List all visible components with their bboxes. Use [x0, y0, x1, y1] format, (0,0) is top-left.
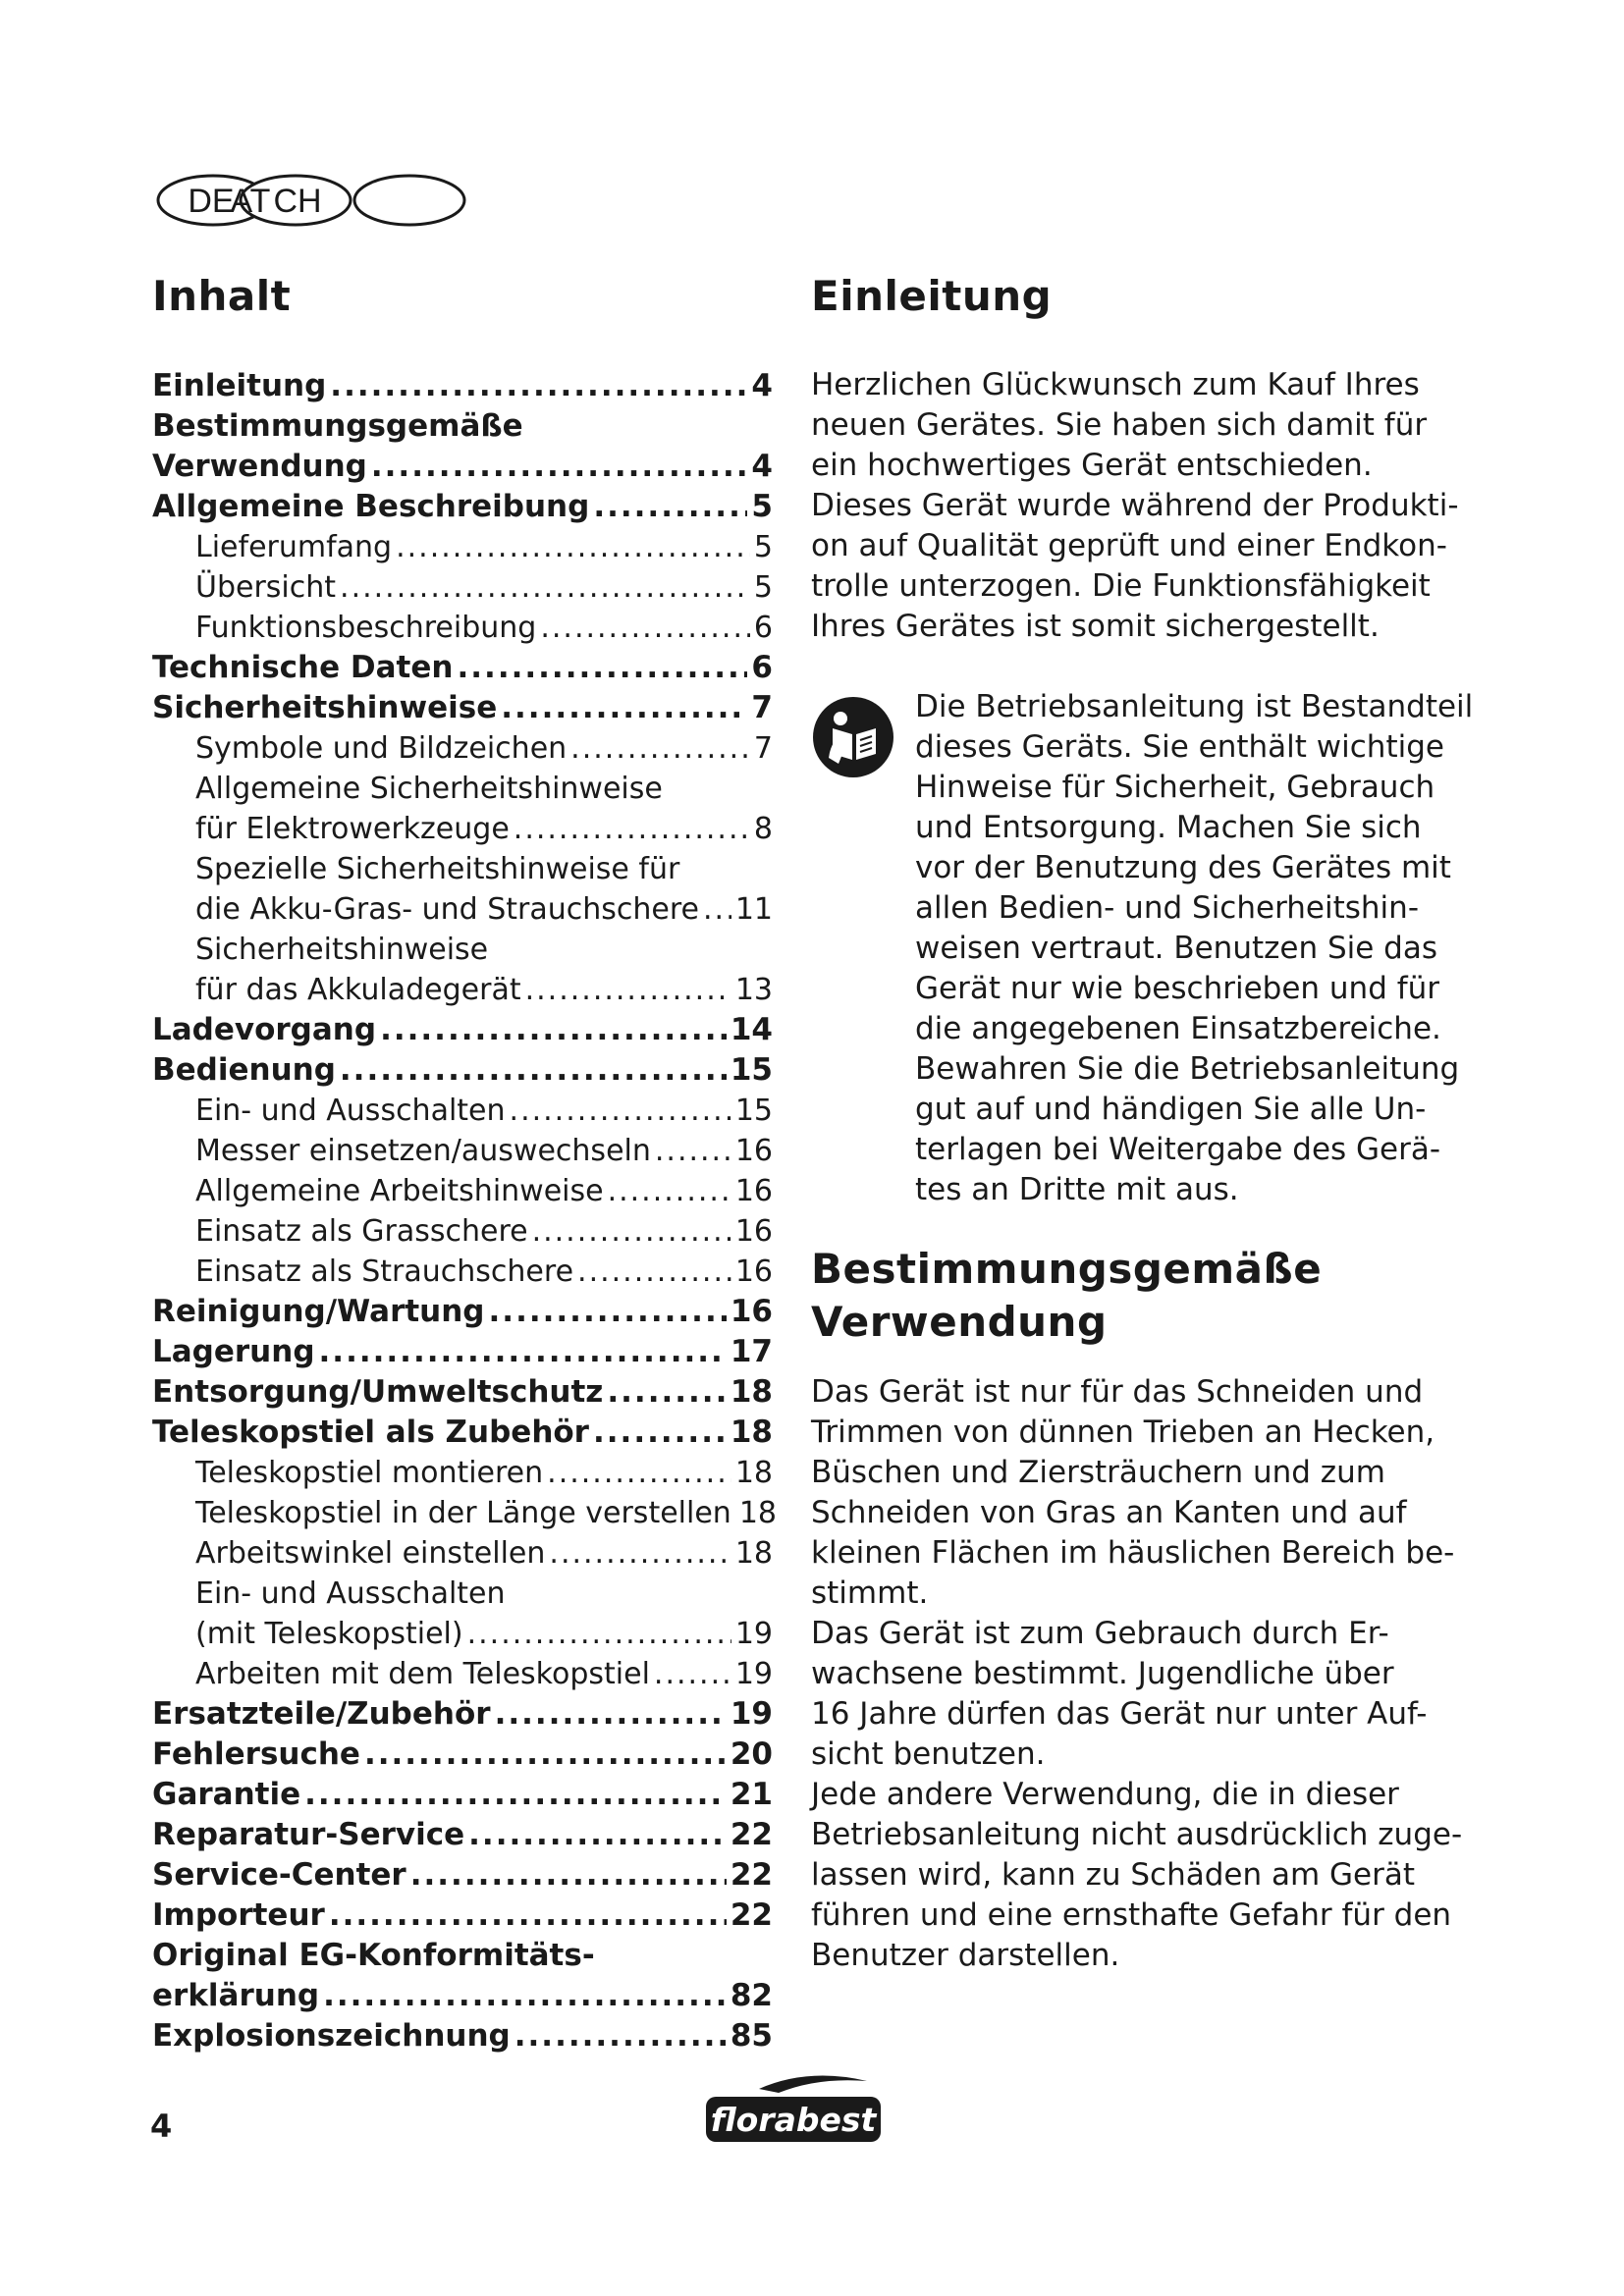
toc-entry-label: Symbole und Bildzeichen: [195, 731, 568, 766]
toc-entry: [152, 366, 773, 406]
intro-line: Ihres Gerätes ist somit sichergestellt.: [811, 609, 1380, 644]
toc-leader-dots: [340, 1050, 727, 1091]
toc-entry: [152, 728, 773, 769]
toc-entry: [152, 1533, 773, 1574]
toc-entry: [152, 930, 773, 970]
toc-leader-dots: [654, 1654, 731, 1694]
florabest-logo: [700, 2071, 887, 2148]
toc-leader-dots: [570, 728, 750, 769]
toc-entry: [152, 1332, 773, 1372]
manual-notice-line: weisen vertraut. Benutzen Sie das: [915, 931, 1438, 966]
toc-leader-dots: [319, 1332, 727, 1372]
toc-leader-dots: [340, 567, 750, 608]
manual-notice-line: gut auf und händigen Sie alle Un-: [915, 1092, 1427, 1127]
verwendung-line: Trimmen von dünnen Trieben an Hecken,: [811, 1415, 1435, 1450]
toc-entry-label: Ladevorgang: [152, 1012, 377, 1047]
verwendung-text: [811, 1372, 1462, 1976]
toc-entry: [152, 1252, 773, 1292]
toc-leader-dots: [323, 1976, 727, 2016]
toc-leader-dots: [371, 447, 748, 487]
toc-entry-page: 4: [751, 368, 773, 403]
toc-entry: [152, 1574, 773, 1614]
toc-entry-page: 22: [730, 1857, 773, 1893]
verwendung-line: Betriebsanleitung nicht ausdrücklich zuge-: [811, 1817, 1463, 1852]
toc-entry-label: Ein- und Ausschalten: [195, 1094, 506, 1128]
toc-entry: [152, 688, 773, 728]
intro-line: ein hochwertiges Gerät entschieden.: [811, 448, 1373, 483]
toc-entry: [152, 1211, 773, 1252]
toc-entry: [152, 487, 773, 527]
toc-entry-label: Teleskopstiel montieren: [195, 1456, 544, 1490]
toc-entry-page: 18: [734, 1536, 773, 1571]
toc-entry-page: 7: [751, 690, 773, 725]
toc-entry: [152, 1654, 773, 1694]
verwendung-title: [811, 1243, 1322, 1349]
toc-leader-dots: [547, 1453, 731, 1493]
toc-entry: [152, 527, 773, 567]
toc-entry-label: Einleitung: [152, 368, 327, 403]
manual-notice: [915, 687, 1473, 1210]
toc-entry: [152, 1936, 773, 1976]
toc-entry-page: 11: [734, 892, 773, 927]
verwendung-line: wachsene bestimmt. Jugendliche über: [811, 1656, 1394, 1691]
toc-entry-page: 14: [730, 1012, 773, 1047]
toc-entry-label: für das Akkuladegerät: [195, 973, 521, 1007]
toc-entry-label: Reparatur-Service: [152, 1817, 465, 1852]
toc-entry-label: die Akku-Gras- und Strauchschere: [195, 892, 699, 927]
toc-entry-label: Explosionszeichnung: [152, 2018, 511, 2054]
toc-entry: [152, 447, 773, 487]
read-manual-icon: [811, 695, 895, 779]
intro-line: neuen Gerätes. Sie haben sich damit für: [811, 407, 1428, 443]
toc-entry-label: Garantie: [152, 1777, 301, 1812]
verwendung-line: stimmt.: [811, 1575, 929, 1611]
manual-notice-line: terlagen bei Weitergabe des Gerä-: [915, 1132, 1441, 1167]
manual-notice-line: und Entsorgung. Machen Sie sich: [915, 810, 1422, 845]
badge-at: AT: [230, 183, 271, 220]
toc-entry-label: Entsorgung/Umweltschutz: [152, 1374, 604, 1410]
toc-entry: [152, 1815, 773, 1855]
toc-leader-dots: [495, 1694, 727, 1735]
toc-entry: [152, 970, 773, 1010]
toc-entry-label: Arbeiten mit dem Teleskopstiel: [195, 1657, 650, 1691]
intro-line: trolle unterzogen. Die Funktionsfähigkeit: [811, 568, 1431, 604]
toc-entry: [152, 1855, 773, 1896]
toc-entry-label: Funktionsbeschreibung: [195, 611, 537, 645]
toc-leader-dots: [549, 1533, 731, 1574]
toc-leader-dots: [525, 970, 731, 1010]
toc-leader-dots: [577, 1252, 731, 1292]
verwendung-line: lassen wird, kann zu Schäden am Gerät: [811, 1857, 1416, 1893]
verwendung-line: kleinen Flächen im häuslichen Bereich be-: [811, 1535, 1455, 1571]
toc-entry-page: 5: [753, 570, 773, 605]
toc-entry: [152, 889, 773, 930]
manual-notice-line: tes an Dritte mit aus.: [915, 1172, 1239, 1207]
toc-entry-label: Allgemeine Arbeitshinweise: [195, 1174, 604, 1208]
toc-entry: [152, 769, 773, 809]
verwendung-title-line2: Verwendung: [811, 1298, 1108, 1346]
manual-notice-line: die angegebenen Einsatzbereiche.: [915, 1011, 1441, 1046]
toc-entry: [152, 849, 773, 889]
verwendung-title-line1: Bestimmungsgemäße: [811, 1245, 1323, 1293]
verwendung-line: 16 Jahre dürfen das Gerät nur unter Auf-: [811, 1696, 1428, 1732]
intro-line: Herzlichen Glückwunsch zum Kauf Ihres: [811, 367, 1420, 402]
verwendung-line: sicht benutzen.: [811, 1736, 1046, 1772]
toc-entry-page: 18: [730, 1374, 773, 1410]
toc-entry-label: Lieferumfang: [195, 530, 393, 564]
toc-entry: [152, 1050, 773, 1091]
toc-entry: [152, 608, 773, 648]
toc-leader-dots: [364, 1735, 727, 1775]
brand-name: florabest: [710, 2101, 877, 2139]
toc-leader-dots: [467, 1614, 731, 1654]
toc-entry-page: 85: [730, 2018, 773, 2054]
badge-de: DE: [188, 183, 235, 220]
toc-entry: [152, 1976, 773, 2016]
toc-leader-dots: [593, 1413, 727, 1453]
toc-entry-label: Fehlersuche: [152, 1736, 360, 1772]
toc-entry-page: 16: [734, 1174, 773, 1208]
verwendung-line: Jede andere Verwendung, die in dieser: [811, 1777, 1399, 1812]
verwendung-line: Das Gerät ist nur für das Schneiden und: [811, 1374, 1424, 1410]
toc-entry: [152, 1775, 773, 1815]
toc-entry-label: (mit Teleskopstiel): [195, 1617, 463, 1651]
toc-entry-page: 15: [734, 1094, 773, 1128]
toc-entry-label: Original EG-Konformitäts-: [152, 1938, 595, 1973]
toc-title: Inhalt: [152, 272, 292, 320]
toc-leader-dots: [593, 487, 747, 527]
toc-entry: [152, 1453, 773, 1493]
manual-notice-line: allen Bedien- und Sicherheitshin-: [915, 890, 1419, 926]
verwendung-line: Schneiden von Gras an Kanten und auf: [811, 1495, 1407, 1530]
toc-entry-page: 17: [730, 1334, 773, 1369]
toc-leader-dots: [514, 2016, 727, 2056]
toc-entry: [152, 1694, 773, 1735]
verwendung-line: Büschen und Ziersträuchern und zum: [811, 1455, 1385, 1490]
toc-entry-page: 21: [730, 1777, 773, 1812]
toc-leader-dots: [329, 1896, 727, 1936]
toc-leader-dots: [396, 527, 750, 567]
toc-entry-page: 82: [730, 1978, 773, 2013]
toc-entry-label: Ersatzteile/Zubehör: [152, 1696, 491, 1732]
toc-leader-dots: [532, 1211, 731, 1252]
toc-entry-page: 8: [753, 812, 773, 846]
toc-entry-page: 16: [734, 1134, 773, 1168]
toc-entry-label: erklärung: [152, 1978, 320, 2013]
toc-entry-label: Ein- und Ausschalten: [195, 1576, 506, 1611]
toc-entry: [152, 567, 773, 608]
toc-entry: [152, 1091, 773, 1131]
manual-notice-line: Die Betriebsanleitung ist Bestandteil: [915, 689, 1474, 724]
toc-entry-label: Übersicht: [195, 570, 337, 605]
einleitung-title: Einleitung: [811, 272, 1053, 320]
toc-entry: [152, 2016, 773, 2056]
verwendung-line: führen und eine ernsthafte Gefahr für den: [811, 1897, 1452, 1933]
toc-leader-dots: [501, 688, 747, 728]
toc-leader-dots: [457, 648, 747, 688]
badge-ch: CH: [273, 183, 322, 220]
toc-entry: [152, 1372, 773, 1413]
manual-notice-line: Bewahren Sie die Betriebsanleitung: [915, 1051, 1460, 1087]
toc-entry-label: Allgemeine Sicherheitshinweise: [195, 772, 663, 806]
toc-entry-page: 18: [730, 1415, 773, 1450]
toc-entry-page: 5: [751, 489, 773, 524]
country-badge-graphic: [152, 173, 466, 232]
toc-entry-label: Verwendung: [152, 449, 367, 484]
toc-entry: [152, 1493, 777, 1533]
toc-entry-page: 16: [734, 1214, 773, 1249]
toc-entry-page: 7: [753, 731, 773, 766]
country-badges: [152, 173, 466, 232]
toc-entry-page: 4: [751, 449, 773, 484]
toc-entry-label: Bestimmungsgemäße: [152, 408, 523, 444]
toc-entry-label: Spezielle Sicherheitshinweise für: [195, 852, 680, 886]
toc-entry-label: Allgemeine Beschreibung: [152, 489, 590, 524]
manual-notice-line: vor der Benutzung des Gerätes mit: [915, 850, 1451, 885]
toc-entry: [152, 1292, 773, 1332]
toc-entry-label: für Elektrowerkzeuge: [195, 812, 510, 846]
toc-leader-dots: [468, 1815, 727, 1855]
verwendung-line: Das Gerät ist zum Gebrauch durch Er-: [811, 1616, 1389, 1651]
manual-notice-line: dieses Geräts. Sie enthält wichtige: [915, 729, 1444, 765]
toc-leader-dots: [380, 1010, 727, 1050]
toc-entry-label: Service-Center: [152, 1857, 406, 1893]
toc-entry-page: 18: [738, 1496, 777, 1530]
toc-leader-dots: [514, 809, 750, 849]
toc-entry-label: Importeur: [152, 1897, 325, 1933]
manual-notice-line: Hinweise für Sicherheit, Gebrauch: [915, 770, 1435, 805]
toc-entry-page: 16: [734, 1255, 773, 1289]
manual-notice-line: Gerät nur wie beschrieben und für: [915, 971, 1440, 1006]
intro-line: on auf Qualität geprüft und einer Endkon-: [811, 528, 1447, 563]
toc-leader-dots: [410, 1855, 727, 1896]
toc-leader-dots: [540, 608, 750, 648]
toc-leader-dots: [703, 889, 731, 930]
toc-entry: [152, 406, 773, 447]
toc-entry-label: Teleskopstiel als Zubehör: [152, 1415, 589, 1450]
toc-entry-page: 19: [730, 1696, 773, 1732]
toc-entry: [152, 1171, 773, 1211]
toc-entry-page: 20: [730, 1736, 773, 1772]
toc-entry-page: 19: [734, 1657, 773, 1691]
toc-entry-page: 6: [751, 650, 773, 685]
toc-entry-label: Teleskopstiel in der Länge verstellen: [195, 1496, 731, 1530]
toc-entry-label: Technische Daten: [152, 650, 454, 685]
verwendung-line: Benutzer darstellen.: [811, 1938, 1120, 1973]
toc-entry-label: Arbeitswinkel einstellen: [195, 1536, 546, 1571]
toc-entry-label: Bedienung: [152, 1052, 336, 1088]
toc-entry: [152, 1010, 773, 1050]
toc-entry: [152, 1896, 773, 1936]
toc-entry-label: Einsatz als Grasschere: [195, 1214, 528, 1249]
table-of-contents: [152, 366, 777, 2056]
toc-entry-page: 19: [734, 1617, 773, 1651]
toc-entry-page: 5: [753, 530, 773, 564]
toc-entry-page: 15: [730, 1052, 773, 1088]
toc-entry: [152, 809, 773, 849]
toc-entry: [152, 1131, 773, 1171]
toc-entry-label: Lagerung: [152, 1334, 315, 1369]
toc-entry: [152, 1614, 773, 1654]
toc-entry-label: Sicherheitshinweise: [152, 690, 498, 725]
toc-leader-dots: [330, 366, 747, 406]
toc-leader-dots: [655, 1131, 731, 1171]
toc-leader-dots: [304, 1775, 727, 1815]
toc-leader-dots: [607, 1372, 727, 1413]
toc-entry: [152, 648, 773, 688]
toc-entry: [152, 1735, 773, 1775]
toc-entry-label: Reinigung/Wartung: [152, 1294, 485, 1329]
intro-line: Dieses Gerät wurde während der Produkti-: [811, 488, 1459, 523]
toc-entry-page: 6: [753, 611, 773, 645]
toc-entry: [152, 1413, 773, 1453]
toc-entry-page: 22: [730, 1897, 773, 1933]
toc-entry-page: 13: [734, 973, 773, 1007]
toc-leader-dots: [608, 1171, 731, 1211]
toc-leader-dots: [489, 1292, 727, 1332]
toc-entry-page: 22: [730, 1817, 773, 1852]
toc-entry-page: 18: [734, 1456, 773, 1490]
toc-entry-label: Einsatz als Strauchschere: [195, 1255, 574, 1289]
toc-entry-label: Messer einsetzen/auswechseln: [195, 1134, 651, 1168]
toc-entry-page: 16: [730, 1294, 773, 1329]
toc-leader-dots: [510, 1091, 731, 1131]
toc-entry-label: Sicherheitshinweise: [195, 933, 489, 967]
page-number: 4: [150, 2108, 173, 2145]
einleitung-intro: [811, 365, 1459, 647]
